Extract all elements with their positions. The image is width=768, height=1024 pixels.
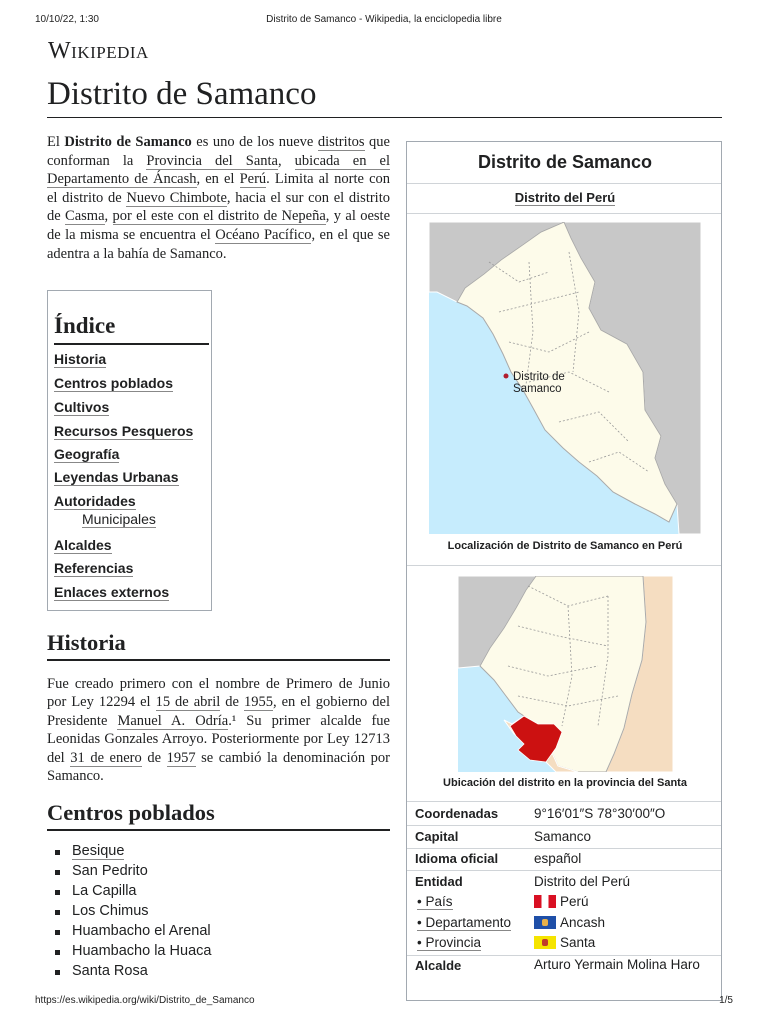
text-run: , xyxy=(104,208,113,225)
santa-province-map[interactable] xyxy=(458,576,673,772)
capital-value[interactable]: Samanco xyxy=(534,829,592,844)
inline-link[interactable]: Provincia del Santa xyxy=(146,152,278,169)
toc-item-autoridades[interactable]: Autoridades xyxy=(54,493,136,509)
infobox-divider xyxy=(407,801,721,802)
provincia-value[interactable]: Santa xyxy=(534,935,595,950)
historia-paragraph xyxy=(47,675,390,785)
text-run: , en el que se adentra a la bahía de Samanco. xyxy=(47,226,390,262)
toc-item-recursos-pesqueros[interactable]: Recursos Pesqueros xyxy=(54,423,194,439)
print-page-title: Distrito de Samanco - Wikipedia, la enciclopedia libre xyxy=(266,14,502,25)
departamento-label: • Departamento xyxy=(417,915,512,930)
samanco-marker xyxy=(504,374,509,379)
coordenadas-label: Coordenadas xyxy=(415,806,499,821)
toc-item-geografia[interactable]: Geografía xyxy=(54,446,120,462)
infobox-divider xyxy=(407,848,721,849)
list-item: La Capilla xyxy=(55,881,211,901)
inline-link[interactable]: Manuel A. Odría xyxy=(117,712,229,729)
text-run: . Limita al norte con el distrito de xyxy=(47,171,390,206)
entidad-label: Entidad xyxy=(415,874,463,889)
provincia-label: • Provincia xyxy=(417,935,481,950)
print-url: https://es.wikipedia.org/wiki/Distrito_de_Samanco xyxy=(35,995,255,1006)
toc-item-enlaces-externos[interactable]: Enlaces externos xyxy=(54,584,170,600)
infobox-divider xyxy=(407,565,721,566)
departamento-value[interactable]: Ancash xyxy=(534,915,605,930)
text-run: , xyxy=(277,152,295,169)
text-run: de xyxy=(220,694,244,711)
infobox-subtitle-link[interactable]: Distrito del Perú xyxy=(514,190,616,205)
inline-link[interactable]: 1955 xyxy=(243,694,273,711)
list-item: Santa Rosa xyxy=(55,961,211,981)
list-item: Huambacho el Arenal xyxy=(55,921,211,941)
inline-link[interactable]: 31 de enero xyxy=(70,749,142,766)
toc-divider xyxy=(54,343,209,345)
coordenadas-value[interactable]: 9°16′01″S 78°30′00″O xyxy=(534,806,666,821)
inline-link[interactable]: Perú xyxy=(239,171,267,188)
centros-heading: Centros poblados xyxy=(47,800,215,825)
text-run: , hacia el sur con el distrito de xyxy=(47,189,390,225)
centros-list xyxy=(55,841,211,981)
toc-item-cultivos[interactable]: Cultivos xyxy=(54,399,110,415)
text-run: es uno de los nueve xyxy=(191,134,318,150)
toc-item-referencias[interactable]: Referencias xyxy=(54,560,134,576)
print-page-number: 1/5 xyxy=(719,995,733,1006)
bold-term: Distrito de Samanco xyxy=(64,134,192,150)
infobox-divider xyxy=(407,183,721,184)
toc-item-centros-poblados[interactable]: Centros poblados xyxy=(54,375,174,391)
print-datetime: 10/10/22, 1:30 xyxy=(35,14,99,25)
historia-heading: Historia xyxy=(47,630,126,655)
inline-link[interactable]: ubicada en el xyxy=(294,152,390,169)
infobox-title: Distrito de Samanco xyxy=(477,152,653,172)
table-of-contents xyxy=(47,290,212,611)
list-item: Los Chimus xyxy=(55,901,211,921)
idioma-label: Idioma oficial xyxy=(415,851,499,866)
pais-label: • País xyxy=(417,894,453,909)
text-run: de xyxy=(141,749,167,766)
historia-divider xyxy=(47,659,390,661)
toc-item-historia[interactable]: Historia xyxy=(54,351,107,367)
pais-value[interactable]: Perú xyxy=(534,894,589,909)
inline-link[interactable]: por el este con el distrito de xyxy=(112,208,282,225)
infobox-divider xyxy=(407,825,721,826)
text-run: , en el gobierno del Presidente xyxy=(47,694,390,729)
text-run: , y al oeste de la misma se encuentra el xyxy=(47,208,390,243)
alcalde-value: Arturo Yermain Molina Haro xyxy=(534,957,700,972)
list-item: Huambacho la Huaca xyxy=(55,941,211,961)
text-run: El xyxy=(47,134,65,150)
list-item[interactable]: Besique xyxy=(55,841,211,861)
text-run: Fue creado primero con el nombre de Primero de Junio por Ley 12294 el xyxy=(47,676,390,711)
page-title: Distrito de Samanco xyxy=(47,76,317,112)
toc-title: Índice xyxy=(54,313,116,338)
idioma-value[interactable]: español xyxy=(534,851,582,866)
capital-label: Capital xyxy=(415,829,459,844)
text-run: que conforman la xyxy=(47,134,390,169)
title-divider xyxy=(47,117,722,118)
inline-link[interactable]: Departamento de Áncash xyxy=(47,171,197,188)
inline-link[interactable]: Casma xyxy=(65,208,105,225)
map-label-line1: Distrito de xyxy=(513,371,565,383)
inline-link[interactable]: Nepeña xyxy=(281,208,326,225)
ancash-flag-icon xyxy=(534,916,556,929)
inline-link[interactable]: 15 de abril xyxy=(155,694,221,711)
infobox-divider xyxy=(407,870,721,871)
intro-paragraph xyxy=(47,133,390,263)
santa-flag-icon xyxy=(534,936,556,949)
list-item: San Pedrito xyxy=(55,861,211,881)
map1-caption: Localización de Distrito de Samanco en Perú xyxy=(447,540,683,552)
text-run: .¹ Su primer alcalde fue Leonidas Gonzales Arroyo. Posteriormente por Ley 12713 del xyxy=(47,712,390,766)
infobox xyxy=(406,141,722,1001)
inline-link[interactable]: Nuevo Chimbote xyxy=(126,189,227,206)
map-label-line2: Samanco xyxy=(513,383,562,395)
toc-subitem-municipales[interactable]: Municipales xyxy=(82,511,156,527)
infobox-divider xyxy=(407,955,721,956)
entidad-value[interactable]: Distrito del Perú xyxy=(534,874,631,889)
peru-location-map[interactable] xyxy=(429,222,701,534)
text-run: se cambió la denominación por Samanco. xyxy=(47,749,391,785)
toc-item-leyendas-urbanas[interactable]: Leyendas Urbanas xyxy=(54,469,179,485)
inline-link[interactable]: Océano Pacífico xyxy=(215,226,312,243)
infobox-divider xyxy=(407,213,721,214)
wikipedia-logo[interactable]: Wikipedia xyxy=(48,38,149,64)
infobox-subtitle xyxy=(407,190,723,205)
toc-item-alcaldes[interactable]: Alcaldes xyxy=(54,537,112,553)
alcalde-label: Alcalde xyxy=(415,958,462,973)
text-run: , en el xyxy=(196,171,240,188)
inline-link[interactable]: 1957 xyxy=(166,749,196,766)
centros-divider xyxy=(47,829,390,831)
peru-flag-icon xyxy=(534,895,556,908)
map2-caption: Ubicación del distrito en la provincia del Santa xyxy=(443,777,687,789)
inline-link[interactable]: distritos xyxy=(317,134,365,150)
